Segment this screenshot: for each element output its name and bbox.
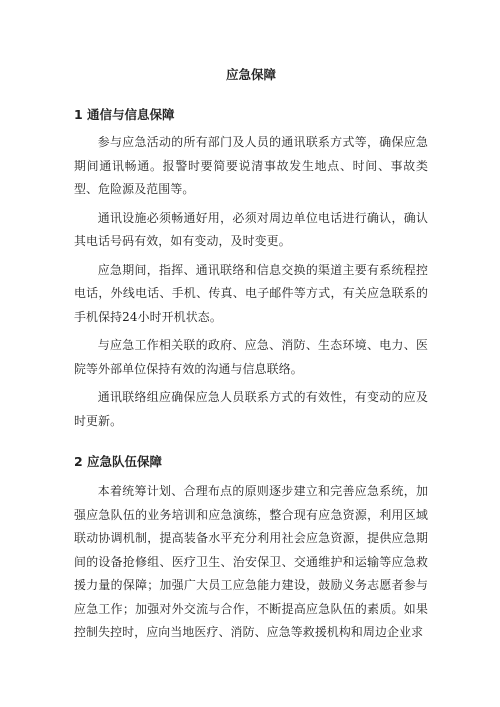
paragraph: 通讯联络组应确保应急人员联系方式的有效性，有变动的应及时更新。	[74, 390, 428, 428]
section-heading: 1 通信与信息保障	[74, 107, 175, 122]
paragraph: 通讯设施必须畅通好用，必须对周边单位电话进行确认，确认其电话号码有效，如有变动，及时变更。	[74, 210, 428, 248]
paragraph: 与应急工作相关联的政府、应急、消防、生态环境、电力、医院等外部单位保持有效的沟通与信息联络。	[74, 338, 428, 376]
document-title: 应急保障	[225, 67, 276, 82]
section-team	[74, 453, 428, 645]
paragraph: 本着统筹计划、合理布点的原则逐步建立和完善应急系统，加强应急队伍的业务培训和应急演练，整合现有应急资源，利用区域联动协调机制，提高装备水平充分利用社会应急资源，提供应急期间的设备抢修组、医疗卫生、治安保卫、交通维护和运输等应急救援力量的保障；加强广大员工应急能力建设，鼓励义务志愿者参与应急工作；加强对外交流与合作，不断提高应急队伍的素质。如果控制失控时，应向当地医疗、消防、应急等救援机构和周边企业求	[74, 484, 428, 639]
paragraph: 应急期间，指挥、通讯联络和信息交换的渠道主要有系统程控电话，外线电话、手机、传真、电子邮件等方式，有关应急联系的手机保持24小时开机状态。	[74, 262, 428, 324]
section-communication	[74, 106, 428, 433]
paragraph: 参与应急活动的所有部门及人员的通讯联系方式等，确保应急期间通讯畅通。报警时要简要说清事故发生地点、时间、事故类型、危险源及范围等。	[74, 135, 428, 196]
section-heading: 2 应急队伍保障	[74, 454, 163, 469]
